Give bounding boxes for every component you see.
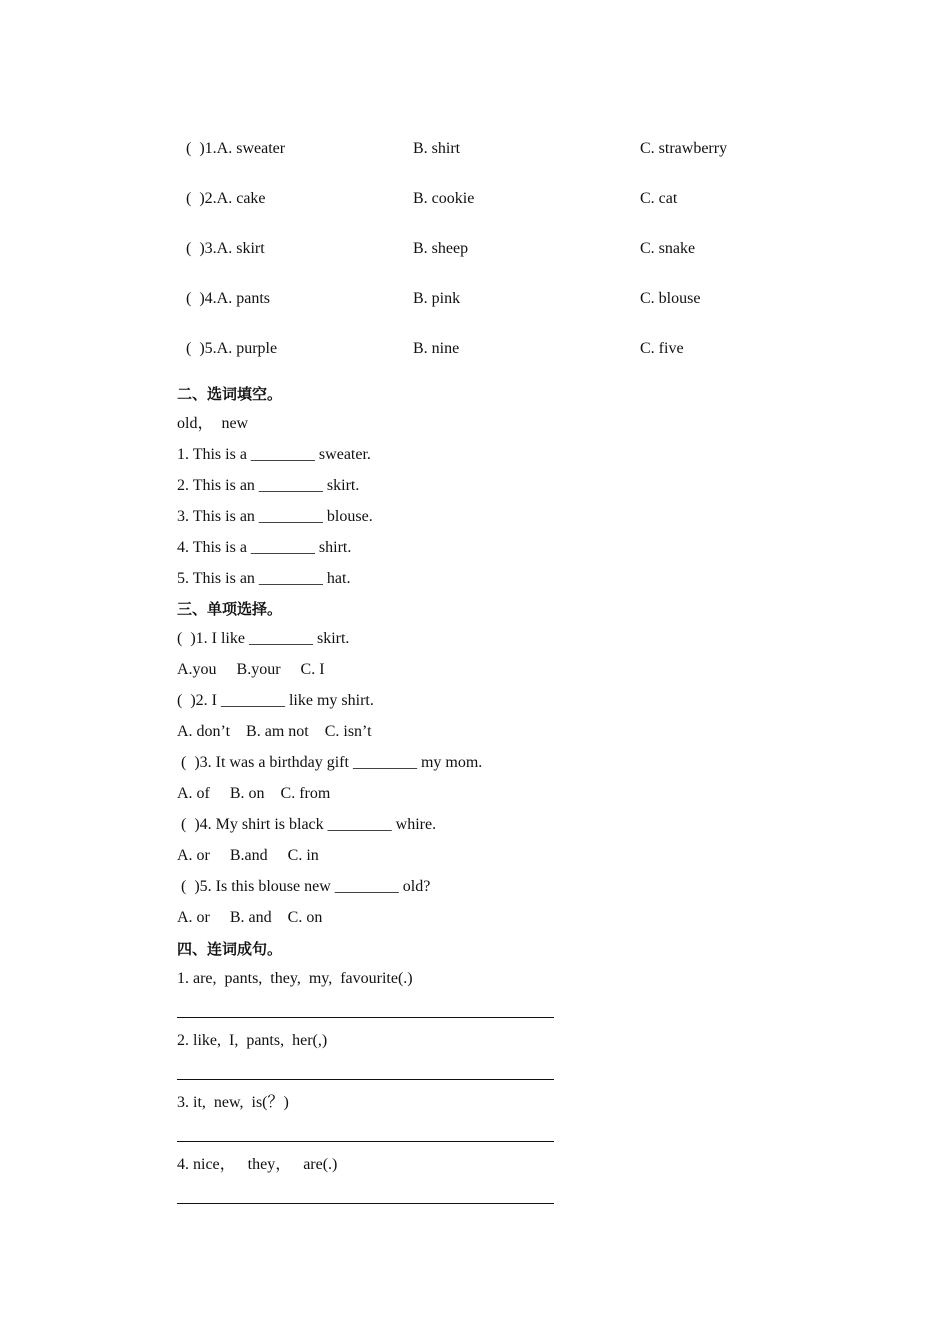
part4-answer-line-2[interactable] (177, 1079, 554, 1080)
part1-row2-option-a: ( )2.A. cake (186, 190, 266, 207)
part3-options-4: A. or B.and C. in (177, 847, 319, 864)
part3-question-3: ( )3. It was a birthday gift ________ my mom. (177, 754, 483, 771)
part4-answer-line-1[interactable] (177, 1017, 554, 1018)
part4-answer-line-4[interactable] (177, 1203, 554, 1204)
part1-row3-option-a: ( )3.A. skirt (186, 240, 265, 257)
part1-row5-option-c: C. five (640, 340, 684, 357)
part1-row2-option-c: C. cat (640, 190, 678, 207)
part1-row3-option-b: B. sheep (413, 240, 469, 257)
part3-question-1: ( )1. I like ________ skirt. (177, 630, 350, 647)
part4-question-3: 3. it, new, is(？) (177, 1094, 289, 1111)
part2-question-3: 3. This is an ________ blouse. (177, 508, 373, 525)
part1-row1-option-b: B. shirt (413, 140, 461, 157)
part3-options-3: A. of B. on C. from (177, 785, 331, 802)
part3-options-2: A. don’t B. am not C. isn’t (177, 723, 372, 740)
part2-question-4: 4. This is a ________ shirt. (177, 539, 352, 556)
part2-question-5: 5. This is an ________ hat. (177, 570, 351, 587)
part2-question-1: 1. This is a ________ sweater. (177, 446, 371, 463)
part3-question-5: ( )5. Is this blouse new ________ old? (177, 878, 431, 895)
part1-row5-option-a: ( )5.A. purple (186, 340, 278, 357)
part4-question-1: 1. are, pants, they, my, favourite(.) (177, 970, 413, 987)
part1-row5-option-b: B. nine (413, 340, 460, 357)
part1-row2-option-b: B. cookie (413, 190, 475, 207)
part1-row4-option-b: B. pink (413, 290, 461, 307)
part4-answer-line-3[interactable] (177, 1141, 554, 1142)
part3-options-1: A.you B.your C. I (177, 661, 325, 678)
part1-row1-option-a: ( )1.A. sweater (186, 140, 286, 157)
part4-heading: 四、连词成句。 (177, 940, 283, 958)
part1-row4-option-a: ( )4.A. pants (186, 290, 270, 307)
part3-options-5: A. or B. and C. on (177, 909, 323, 926)
part1-row3-option-c: C. snake (640, 240, 696, 257)
part1-row1-option-c: C. strawberry (640, 140, 728, 157)
part4-question-2: 2. like, I, pants, her(,) (177, 1032, 328, 1049)
part4-question-4: 4. nice， they， are(.) (177, 1156, 338, 1173)
part2-heading: 二、选词填空。 (177, 385, 283, 403)
part3-question-2: ( )2. I ________ like my shirt. (177, 692, 374, 709)
part2-question-2: 2. This is an ________ skirt. (177, 477, 360, 494)
part3-question-4: ( )4. My shirt is black ________ whire. (177, 816, 437, 833)
part2-word-bank: old， new (177, 415, 249, 432)
part1-row4-option-c: C. blouse (640, 290, 701, 307)
part3-heading: 三、单项选择。 (177, 600, 283, 618)
